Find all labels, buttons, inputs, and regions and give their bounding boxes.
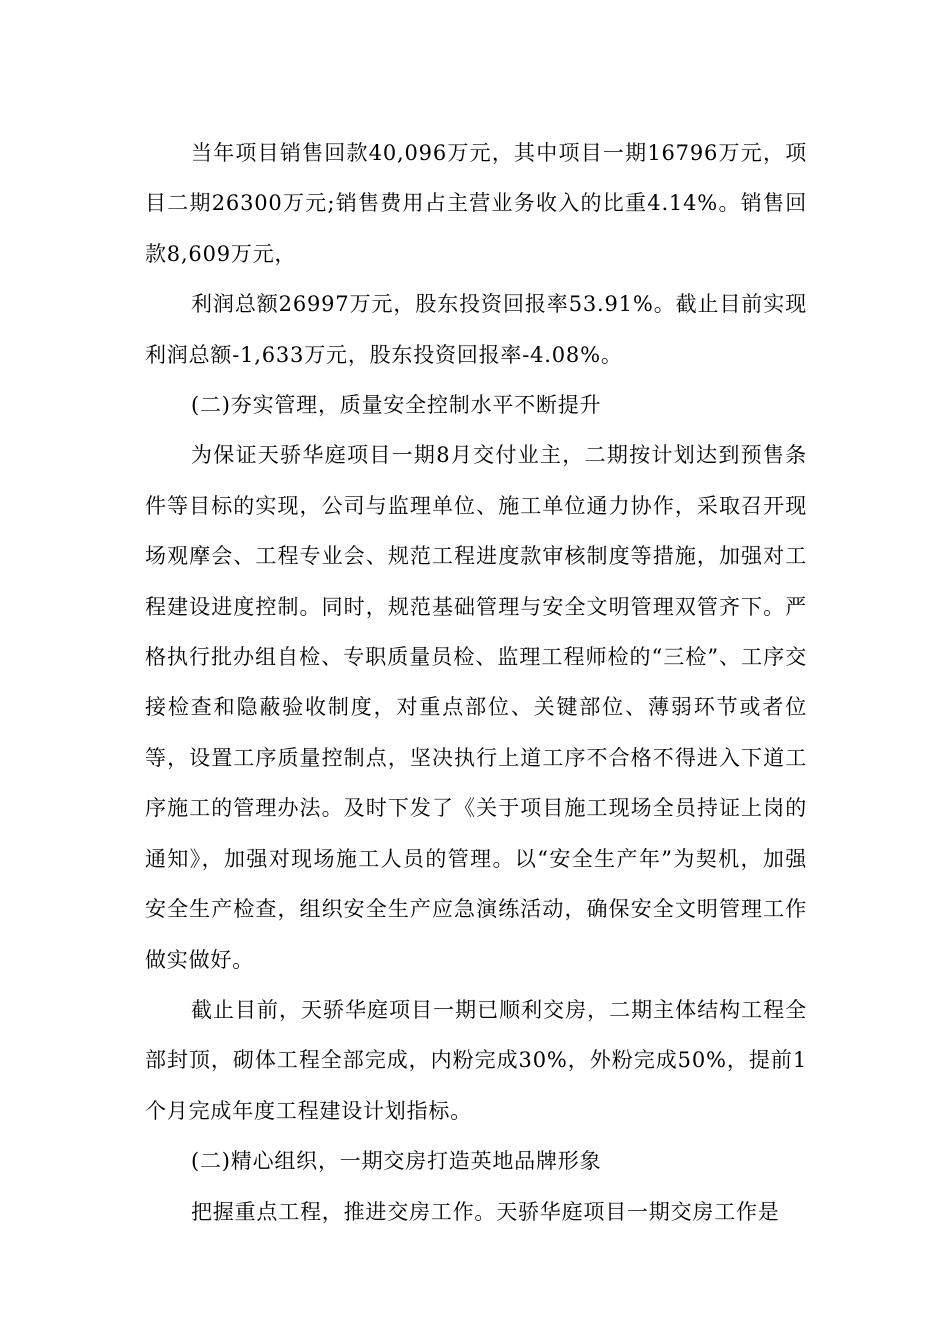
- paragraph-sales-revenue: 当年项目销售回款40,096万元，其中项目一期16796万元，项目二期26300万元;销售费用占主营业务收入的比重4.14%。销售回款8,609万元，: [145, 141, 807, 266]
- paragraph-profit: 利润总额26997万元，股东投资回报率53.91%。截止目前实现利润总额-1,633万元，股东投资回报率-4.08%。: [145, 292, 807, 367]
- paragraph-delivery-work: 把握重点工程，推进交房工作。天骄华庭项目一期交房工作是: [191, 1199, 780, 1224]
- section-heading-management: (二)夯实管理，质量安全控制水平不断提升: [191, 393, 602, 418]
- paragraph-progress: 截止目前，天骄华庭项目一期已顺利交房，二期主体结构工程全部封顶，砌体工程全部完成，内粉完成30%，外粉完成50%，提前1个月完成年度工程建设计划指标。: [145, 997, 807, 1123]
- document-body: [145, 128, 807, 1237]
- paragraph-quality-safety: 为保证天骄华庭项目一期8月交付业主，二期按计划达到预售条件等目标的实现，公司与监理单位、施工单位通力协作，采取召开现场观摩会、工程专业会、规范工程进度款审核制度等措施，加强对工程建设进度控制。同时，规范基础管理与安全文明管理双管齐下。严格执行批办组自检、专职质量员检、监理工程师检的“三检”、工序交接检查和隐蔽验收制度，对重点部位、关键部位、薄弱环节或者位等，设置工序质量控制点，坚决执行上道工序不合格不得进入下道工序施工的管理办法。及时下发了《关于项目施工现场全员持证上岗的通知》，加强对现场施工人员的管理。以“安全生产年”为契机，加强安全生产检查，组织安全生产应急演练活动，确保安全文明管理工作做实做好。: [145, 443, 807, 972]
- section-heading-delivery: (二)精心组织，一期交房打造英地品牌形象: [191, 1149, 602, 1174]
